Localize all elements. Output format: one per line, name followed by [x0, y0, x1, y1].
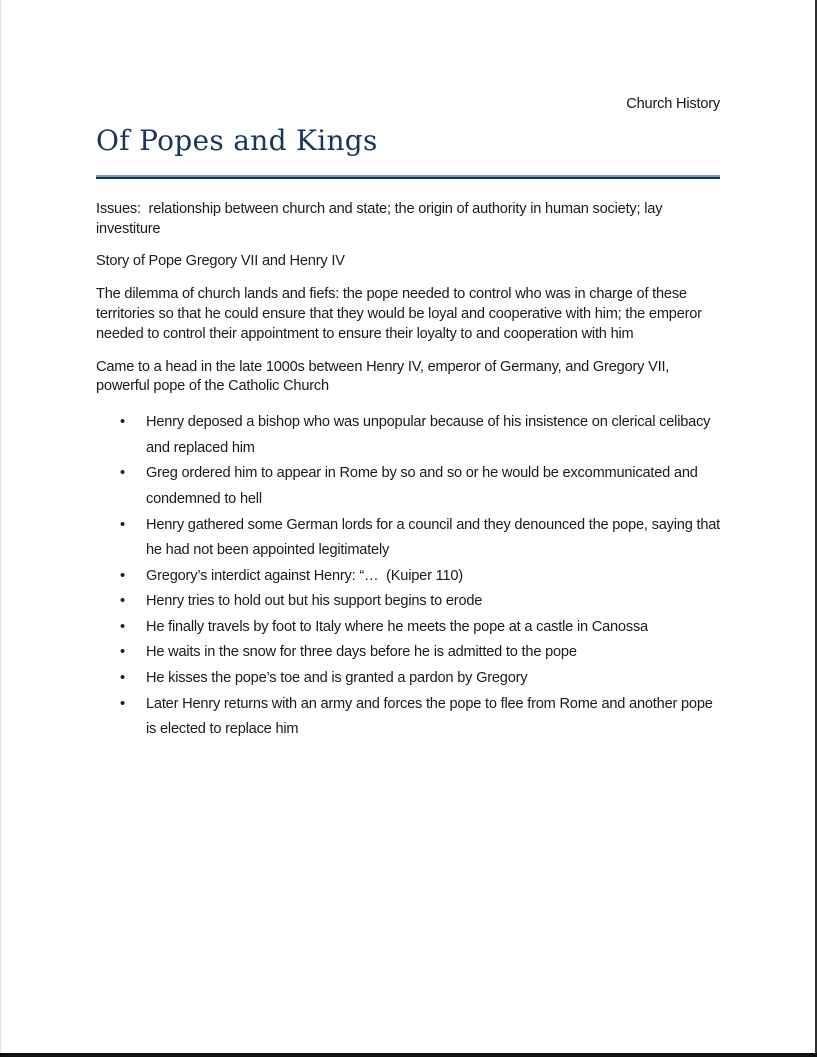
bullet-icon: • [120, 644, 125, 661]
list-item [96, 461, 720, 512]
list-item-text: Greg ordered him to appear in Rome by so and so or he would be excommunicated and condemned to hell [146, 465, 702, 507]
document-header: Church History [626, 96, 720, 112]
page-bottom-edge [0, 1053, 817, 1057]
bullet-list [96, 410, 724, 743]
paragraph-came-to-head: Came to a head in the late 1000s between Henry IV, emperor of Germany, and Gregory VII, powerful pope of the Catholic Church [96, 358, 674, 395]
list-item [96, 640, 720, 666]
paragraph-story: Story of Pope Gregory VII and Henry IV [96, 253, 345, 270]
paragraph-dilemma: The dilemma of church lands and fiefs: the pope needed to control who was in charge of these territories so that he could ensure that they would be loyal and cooperative with him; the emperor needed to control their appointment to ensure their loyalty to and cooperation with him [96, 286, 706, 342]
list-item-text: Henry deposed a bishop who was unpopular because of his insistence on clerical celibacy and replaced him [146, 414, 715, 456]
page-title: Of Popes and Kings [96, 124, 378, 157]
list-item [96, 615, 720, 641]
list-item [96, 410, 720, 461]
list-item-text: Later Henry returns with an army and forces the pope to flee from Rome and another pope is elected to replace him [146, 695, 717, 738]
list-item-text: Henry gathered some German lords for a council and they denounced the pope, saying that he had not been appointed legitimately [146, 516, 724, 559]
bullet-icon: • [120, 414, 125, 431]
list-item [96, 513, 724, 564]
title-underline-rule [96, 175, 720, 179]
bullet-icon: • [120, 567, 125, 584]
bullet-icon: • [120, 516, 125, 533]
list-item-text: He kisses the pope’s toe and is granted a pardon by Gregory [146, 670, 528, 687]
bullet-icon: • [120, 593, 125, 610]
list-item-text: He finally travels by foot to Italy where he meets the pope at a castle in Canossa [146, 618, 648, 635]
bullet-icon: • [120, 695, 125, 712]
list-item [96, 666, 720, 692]
list-item-text: Gregory’s interdict against Henry: “… (Kuiper 110) [146, 567, 463, 584]
list-item [96, 564, 720, 590]
bullet-icon: • [120, 670, 125, 687]
paragraph-issues: Issues: relationship between church and state; the origin of authority in human society; lay investiture [96, 200, 667, 237]
list-item-text: He waits in the snow for three days before he is admitted to the pope [146, 644, 577, 661]
list-item [96, 692, 720, 743]
document-body [96, 200, 724, 743]
page-content [96, 0, 724, 743]
bullet-icon: • [120, 465, 125, 482]
list-item-text: Henry tries to hold out but his support begins to erode [146, 593, 483, 610]
page-left-edge [0, 0, 1, 1057]
list-item [96, 589, 720, 615]
bullet-icon: • [120, 618, 125, 635]
